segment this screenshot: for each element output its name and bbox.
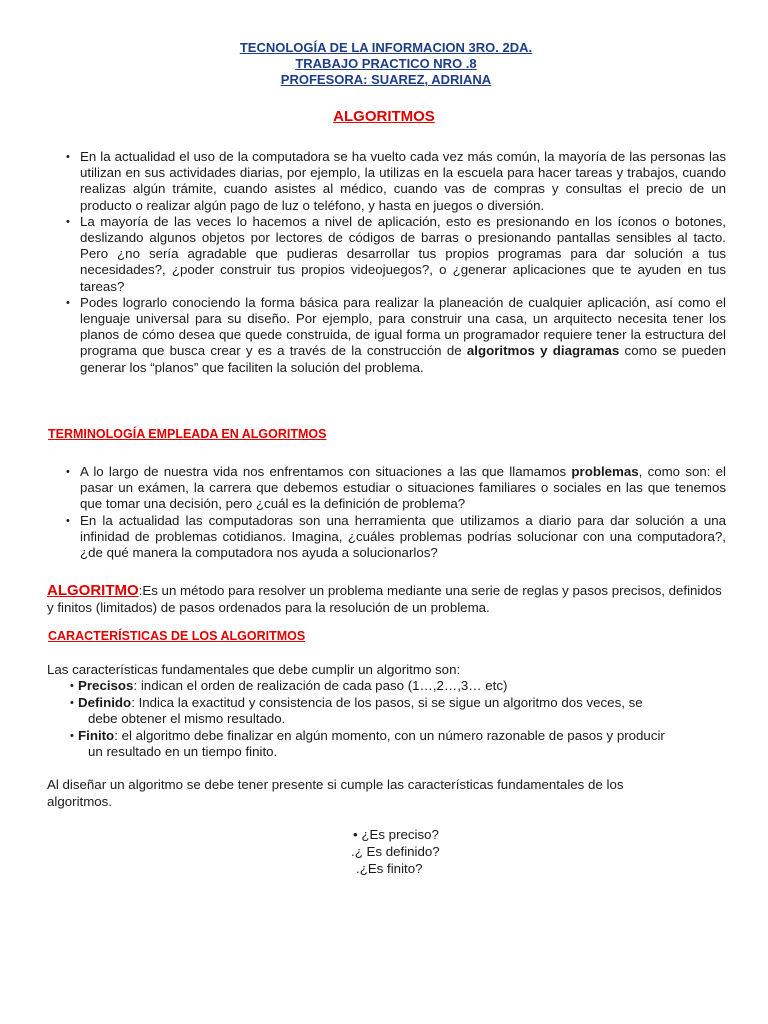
- characteristic-desc-continued: un resultado en un tiempo finito.: [88, 744, 278, 759]
- definition-text: :Es un método para resolver un problema mediante una serie de reglas y pasos precisos, definidos y finitos (limitados) de pasos ordenados para la resolución de un problema.: [47, 583, 722, 615]
- list-item: [66, 464, 726, 513]
- question-list: [0, 826, 768, 877]
- document-header: [0, 40, 768, 88]
- section-heading-terminology: TERMINOLOGÍA EMPLEADA EN ALGORITMOS: [48, 427, 327, 441]
- header-teacher: PROFESORA: SUAREZ, ADRIANA: [280, 72, 492, 87]
- question-item: .¿ Es definido?: [351, 844, 440, 859]
- list-item: [70, 695, 710, 728]
- bullet-icon: •: [66, 466, 70, 478]
- characteristics-list: [70, 678, 710, 761]
- characteristics-intro: Las características fundamentales que debe cumplir un algoritmo son:: [47, 662, 461, 677]
- bullet-text-bold: problemas: [571, 464, 639, 479]
- page-title: ALGORITMOS: [333, 108, 435, 125]
- bullet-icon: •: [70, 696, 74, 709]
- bullet-text: [80, 464, 726, 513]
- intro-bullet-list: [66, 149, 726, 376]
- bullet-text: La mayoría de las veces lo hacemos a nivel de aplicación, esto es presionando en los íconos o botones, deslizando algunos objetos por lectores de códigos de barras o presionando pantallas sensibles al tacto. Pero ¿no sería agradable que pudieras desarrollar tus propios programas para dar solución a tus necesidades?, ¿poder construir tus propios videojuegos?, o ¿generar aplicaciones que te ayuden en tus tareas?: [80, 213, 726, 294]
- bullet-text-bold: algoritmos y diagramas: [466, 343, 620, 359]
- list-item: [70, 678, 710, 695]
- list-item: [70, 728, 710, 761]
- list-item: [66, 295, 726, 376]
- bullet-icon: •: [70, 680, 74, 692]
- question-item: • ¿Es preciso?: [353, 827, 439, 842]
- bullet-text-start: A lo largo de nuestra vida nos enfrentamos con situaciones a las que llamamos: [80, 464, 572, 479]
- bullet-text-end: como se pueden generar los “planos” que faciliten la solución del problema.: [80, 343, 726, 375]
- characteristic-desc: : indican el orden de realización de cada paso (1…,2…,3… etc): [133, 678, 508, 693]
- characteristic-desc: : el algoritmo debe finalizar en algún momento, con un número razonable de pasos y producir: [114, 727, 665, 743]
- characteristic-name: Precisos: [78, 678, 134, 693]
- list-item: [66, 149, 726, 214]
- characteristic-name: Definido: [78, 694, 132, 710]
- bullet-text-start: Podes lograrlo conociendo la forma básica para realizar la planeación de cualquier aplicación, así como el lenguaje universal para su diseño. Por ejemplo, para construir una casa, un arquitecto necesita tener los planos de cómo desea que quede construida, de igual forma un programador requiere tener la estructura del programa que busca crear y es a través de la construcción de: [80, 294, 726, 359]
- bullet-text: [80, 295, 726, 376]
- closing-paragraph: Al diseñar un algoritmo se debe tener presente si cumple las características fundamentales de los algoritmos.: [47, 777, 624, 809]
- terminology-bullet-list: [66, 464, 726, 561]
- characteristic-name: Finito: [78, 727, 115, 743]
- bullet-icon: •: [70, 729, 74, 742]
- bullet-icon: •: [66, 151, 70, 163]
- bullet-icon: •: [66, 514, 70, 527]
- header-course: TECNOLOGÍA DE LA INFORMACION 3RO. 2DA.: [239, 40, 533, 55]
- header-assignment: TRABAJO PRACTICO NRO .8: [295, 56, 477, 71]
- bullet-text-end: , como son: el pasar un exámen, la carrera que debemos estudiar o situaciones familiares o sociales en las que tenemos que tomar una decisión, pero ¿cuál es la definición de problema?: [80, 464, 726, 512]
- list-item: [66, 214, 726, 295]
- bullet-text: En la actualidad las computadoras son una herramienta que utilizamos a diario para dar solución a una infinidad de problemas cotidianos. Imagina, ¿cuáles problemas podrías solucionar con una computadora?, ¿de qué manera la computadora nos ayuda a solucionarlos?: [80, 512, 726, 561]
- list-item: [66, 513, 726, 562]
- section-heading-characteristics: CARACTERÍSTICAS DE LOS ALGORITMOS: [48, 629, 306, 643]
- characteristic-desc: : Indica la exactitud y consistencia de los pasos, si se sigue un algoritmo dos veces, se: [131, 694, 643, 710]
- bullet-icon: •: [66, 296, 70, 309]
- definition-keyword: ALGORITMO: [47, 582, 139, 599]
- question-item: .¿Es finito?: [356, 861, 423, 876]
- algorithm-definition: [47, 582, 727, 616]
- bullet-icon: •: [66, 215, 70, 228]
- bullet-text: En la actualidad el uso de la computadora se ha vuelto cada vez más común, la mayoría de las personas las utilizan en sus actividades diarias, por ejemplo, la utilizas en la escuela para hacer tareas y trabajos, cuando realizas algún trámite, cuando asistes al médico, cuando vas de compras y consultas el precio de un producto o realizar algún pago de luz o teléfono, y hasta en juegos o diversión.: [80, 149, 726, 213]
- characteristic-desc-continued: debe obtener el mismo resultado.: [88, 711, 286, 726]
